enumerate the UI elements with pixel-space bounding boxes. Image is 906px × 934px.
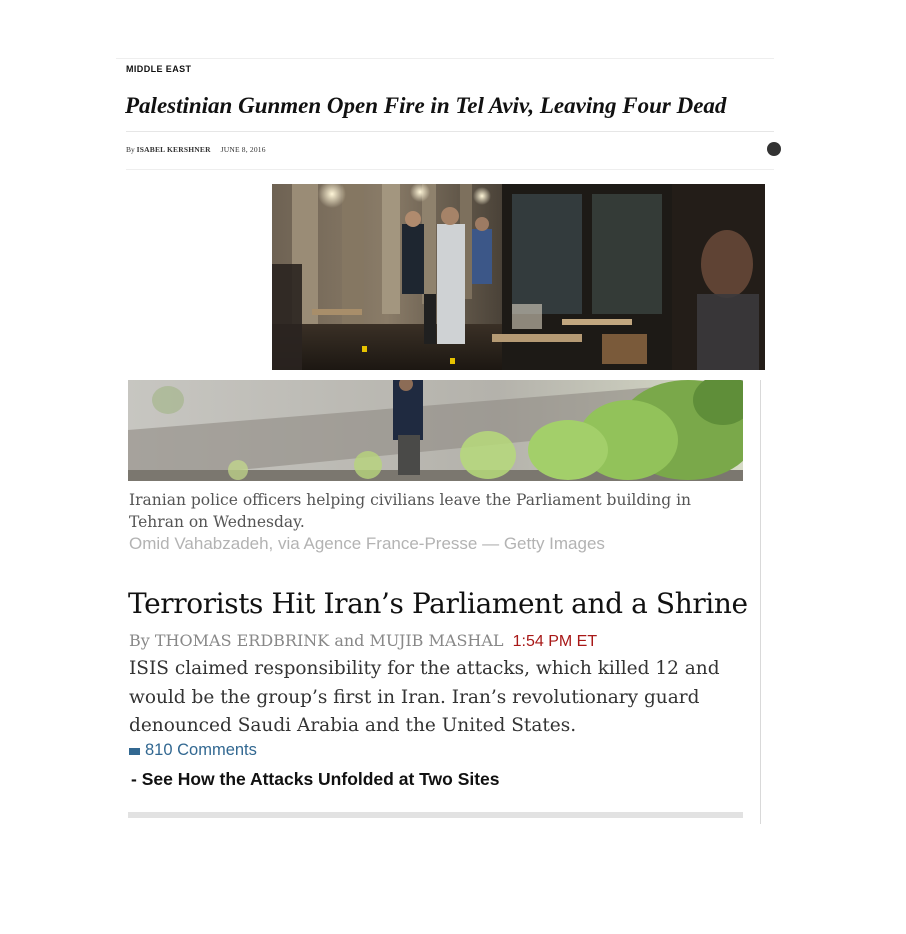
- cafe-scene-image: [272, 184, 765, 370]
- article-2-byline: [129, 631, 597, 651]
- article-1-byline: [126, 145, 266, 154]
- author-link[interactable]: ISABEL KERSHNER: [136, 145, 211, 154]
- column-divider: [760, 380, 761, 824]
- top-rule: [116, 58, 774, 59]
- article-2-headline[interactable]: Terrorists Hit Iran’s Parliament and a Shrine: [128, 587, 748, 620]
- headline-rule: [126, 131, 774, 132]
- article-1-headline[interactable]: Palestinian Gunmen Open Fire in Tel Aviv, Leaving Four Dead: [125, 93, 727, 118]
- parliament-scene-image: [128, 380, 743, 481]
- article-2-summary: ISIS claimed responsibility for the attacks, which killed 12 and would be the group’s first in Iran. Iran’s revolutionary guard denounced Saudi Arabia and the United States.: [129, 658, 720, 736]
- section-label[interactable]: MIDDLE EAST: [126, 64, 192, 74]
- share-icon[interactable]: [767, 142, 781, 156]
- article-2-photo: [128, 380, 743, 481]
- related-link[interactable]: - See How the Attacks Unfolded at Two Sites: [131, 769, 500, 789]
- bottom-divider: [128, 812, 743, 818]
- byline-authors: By THOMAS ERDBRINK and MUJIB MASHAL: [129, 631, 504, 650]
- comments-link[interactable]: [129, 741, 257, 760]
- photo-caption: Iranian police officers helping civilians leave the Parliament building in Tehran on Wednesday.: [129, 491, 692, 531]
- comment-icon: [129, 748, 140, 755]
- byline-prefix: By: [126, 145, 135, 154]
- byline-rule: [126, 169, 774, 170]
- article-1-photo: [272, 184, 765, 370]
- timestamp: 1:54 PM ET: [512, 633, 598, 650]
- photo-credit: Omid Vahabzadeh, via Agence France-Presse — Getty Images: [129, 534, 605, 553]
- publish-date: JUNE 8, 2016: [220, 145, 266, 154]
- comments-count[interactable]: 810 Comments: [145, 741, 257, 759]
